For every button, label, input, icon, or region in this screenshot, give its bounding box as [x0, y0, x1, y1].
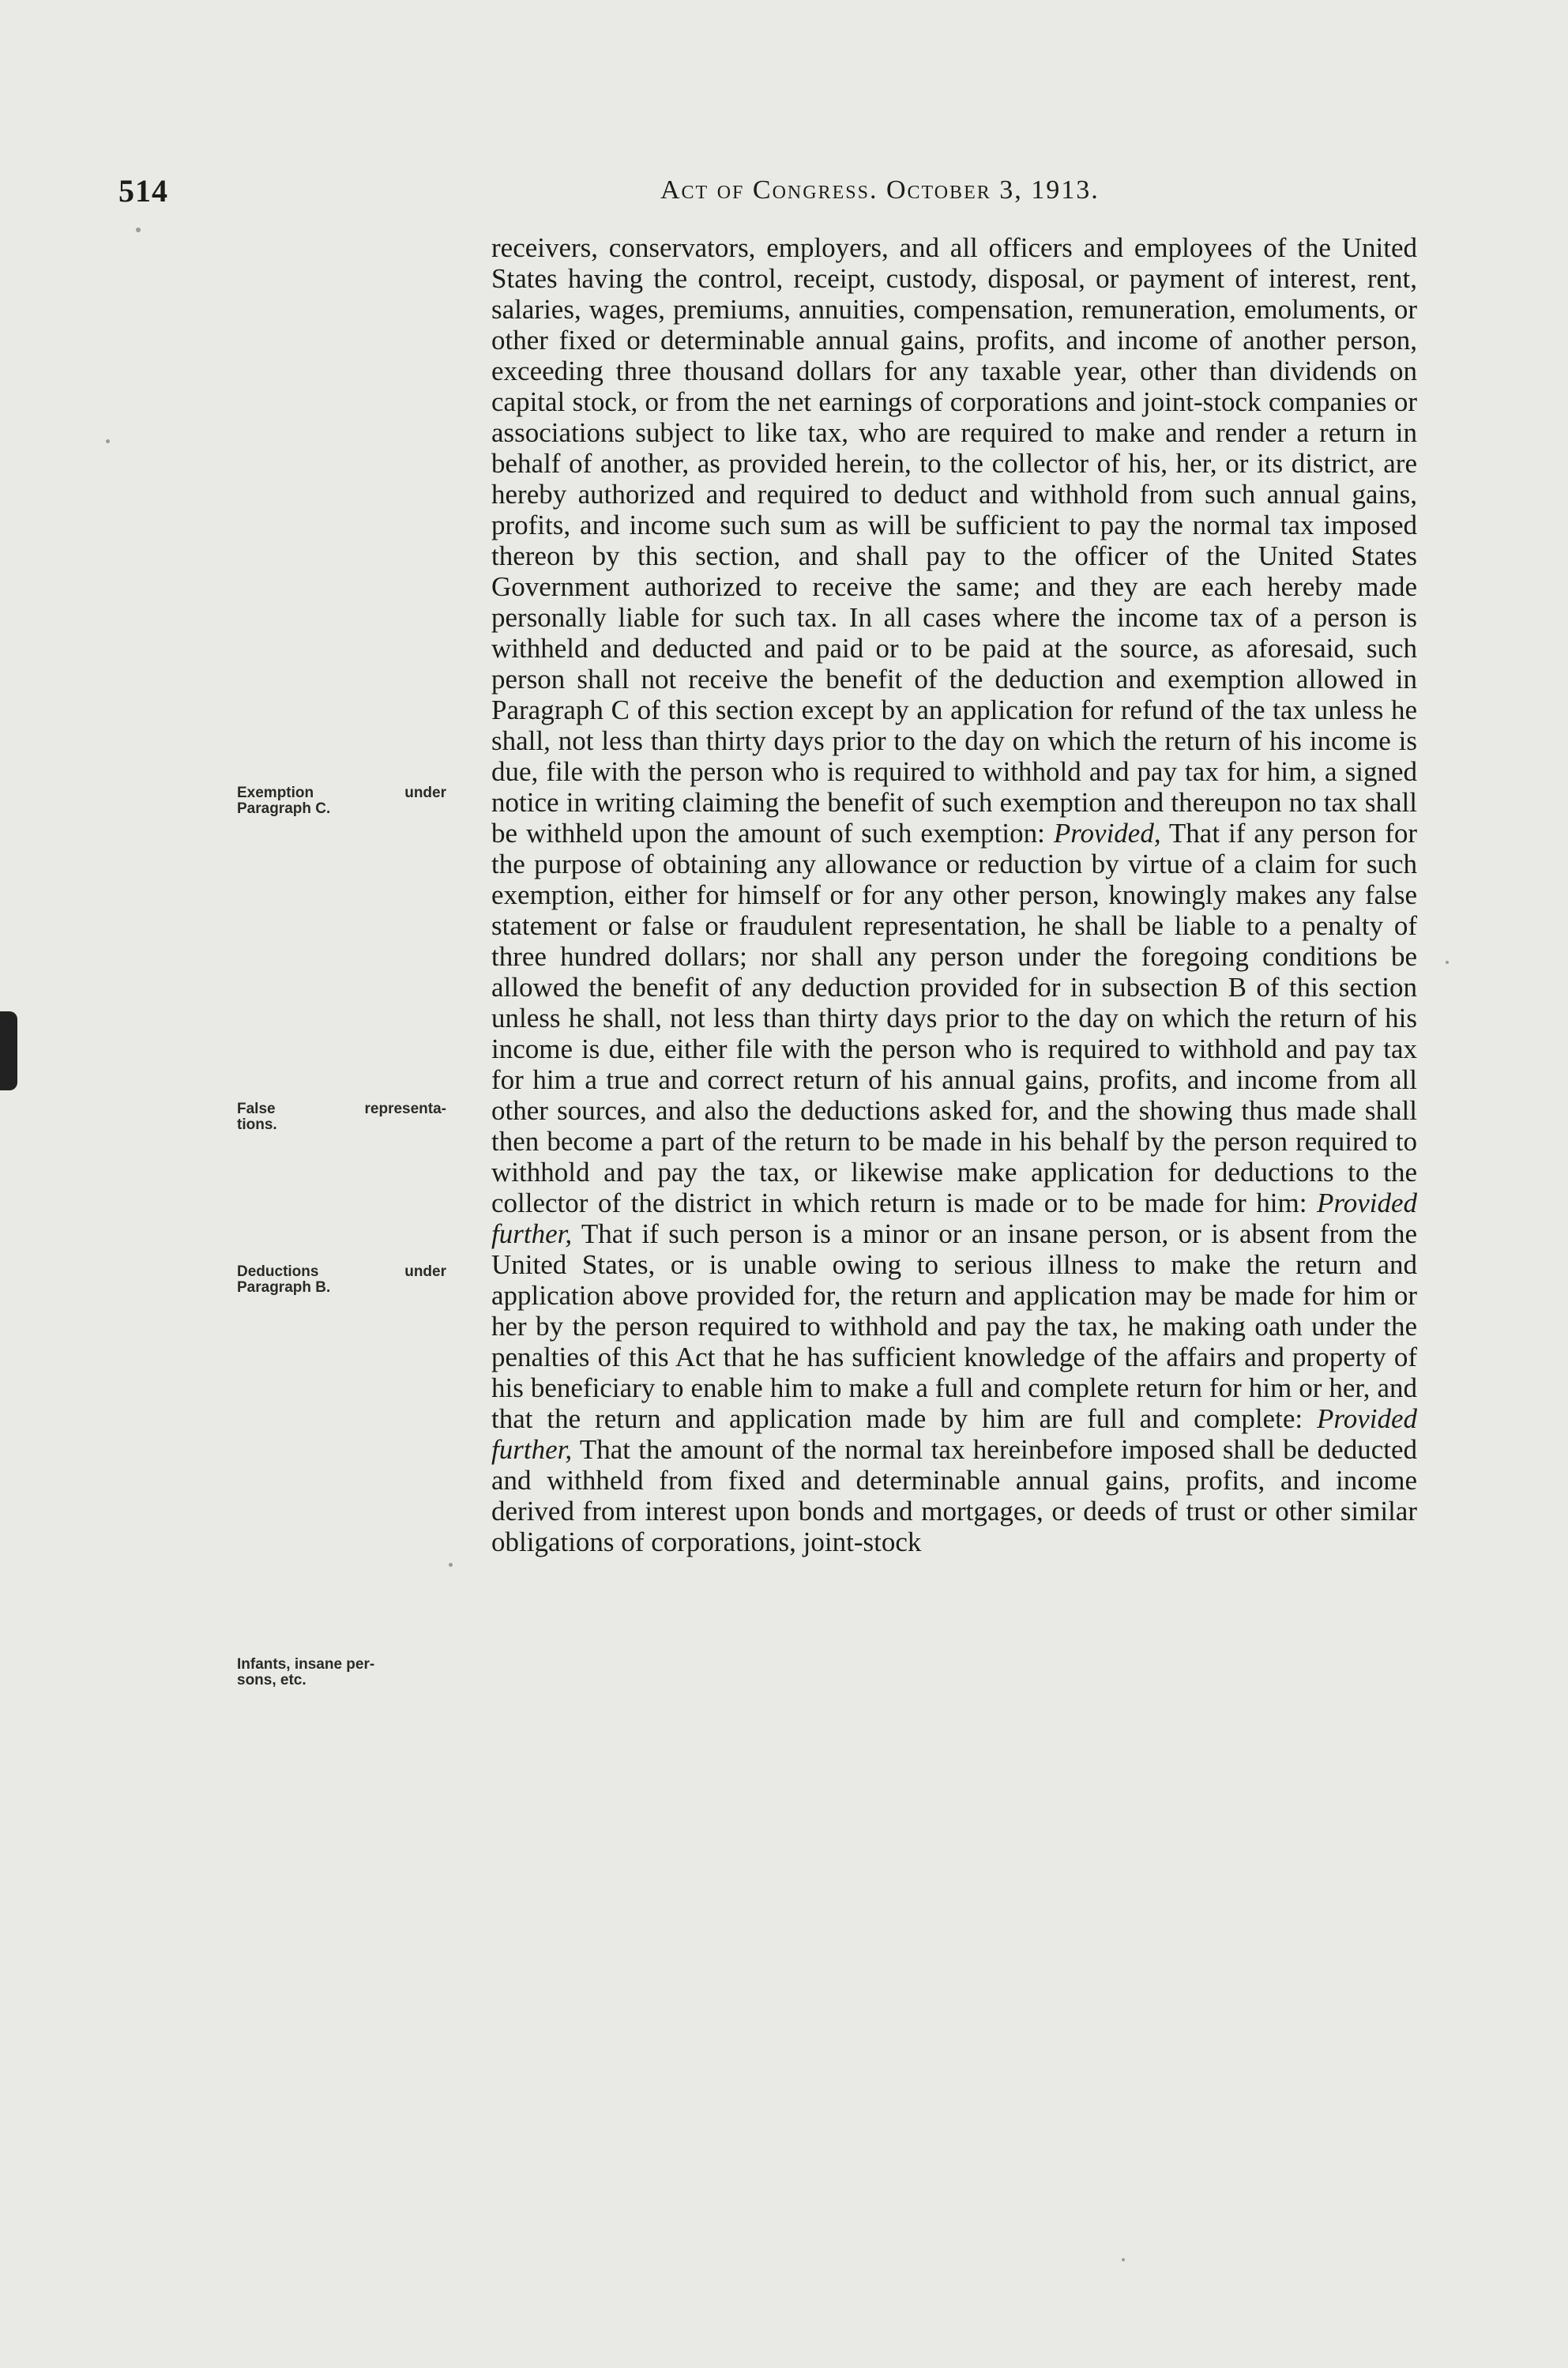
paper-speck — [1122, 2258, 1125, 2261]
margin-note-line: under — [404, 785, 446, 801]
proviso-italic: Provided further, — [491, 1403, 1417, 1465]
margin-note-infants — [237, 1657, 446, 1688]
margin-note-line: tions. — [237, 1116, 277, 1133]
paper-speck — [106, 439, 110, 443]
binding-shadow — [0, 1011, 17, 1090]
margin-note-line: sons, etc. — [237, 1672, 306, 1688]
margin-note-line: representa- — [364, 1101, 446, 1117]
proviso-italic: Provided, — [1053, 818, 1161, 849]
paper-speck — [449, 1563, 453, 1567]
body-text-part: That the amount of the normal tax hereinbefore imposed shall be deducted and withheld from fixed and determinable annual gains, profits, and income derived from interest upon bonds and mortgages, or deeds of trust or other similar obligations of corporations, joint-stock — [491, 1434, 1417, 1557]
margin-note-line: Paragraph B. — [237, 1279, 331, 1296]
body-text-part: That if such person is a minor or an insane person, or is absent from the United States, or is unable owing to serious illness to make the return and application above provided for, the return and application may be made for him or her by the person required to withhold and pay the tax, he making oath under the penalties of this Act that he has sufficient knowledge of the affairs and property of his beneficiary to enable him to make a full and complete return for him or her, and that the return and application made by him are full and complete: — [491, 1218, 1417, 1434]
page-number: 514 — [118, 173, 168, 209]
proviso-italic: Provided further, — [491, 1188, 1418, 1249]
margin-note-line: Deductions — [237, 1263, 319, 1280]
margin-note-false-representations — [237, 1101, 446, 1133]
margin-note-line: Paragraph C. — [237, 800, 331, 817]
paper-speck — [1446, 961, 1449, 964]
margin-note-exemption — [237, 785, 446, 817]
margin-note-line: under — [404, 1263, 446, 1280]
paper-speck — [136, 228, 141, 232]
body-paragraph — [491, 232, 1417, 1557]
margin-note-deductions — [237, 1264, 446, 1296]
margin-note-line: Exemption — [237, 785, 314, 801]
margin-note-line: False — [237, 1101, 276, 1117]
body-text-part: That if any person for the purpose of obtaining any allowance or reduction by virtue of a claim for such exemption, either for himself or for any other person, knowingly makes any false statement or false or fraudulent representation, he shall be liable to a penalty of three hundred dollars; nor shall any person under the foregoing conditions be allowed the benefit of any deduction provided for in subsection B of this section unless he shall, not less than thirty days prior to the day on which the return of his income is due, either file with the person who is required to withhold and pay tax for him a true and correct return of his annual gains, profits, and income from all other sources, and also the deductions asked for, and the showing thus made shall then become a part of the return to be made in his behalf by the person required to withhold and pay the tax, or likewise make application for deductions to the collector of the district in which return is made or to be made for him: — [491, 818, 1417, 1218]
running-head: Act of Congress. October 3, 1913. — [660, 175, 1100, 205]
margin-note-line: Infants, insane per- — [237, 1656, 375, 1673]
body-text-part: receivers, conservators, employers, and all officers and employees of the United States having the control, receipt, custody, disposal, or payment of interest, rent, salaries, wages, premiums, annuities, compensation, remuneration, emoluments, or other fixed or determinable annual gains, profits, and income of another person, exceeding three thousand dollars for any taxable year, other than dividends on capital stock, or from the net earnings of corporations and joint-stock companies or associations subject to like tax, who are required to make and render a return in behalf of another, as provided herein, to the collector of his, her, or its district, are hereby authorized and required to deduct and withhold from such annual gains, profits, and income such sum as will be sufficient to pay the normal tax imposed thereon by this section, and shall pay to the officer of the United States Government authorized to receive the same; and they are each hereby made personally liable for such tax. In all cases where the income tax of a person is withheld and deducted and paid or to be paid at the source, as aforesaid, such person shall not receive the benefit of the deduction and exemption allowed in Paragraph C of this section except by an application for refund of the tax unless he shall, not less than thirty days prior to the day on which the return of his income is due, file with the person who is required to withhold and pay tax for him, a signed notice in writing claiming the benefit of such exemption and thereupon no tax shall be withheld upon the amount of such exemption: — [491, 232, 1417, 849]
